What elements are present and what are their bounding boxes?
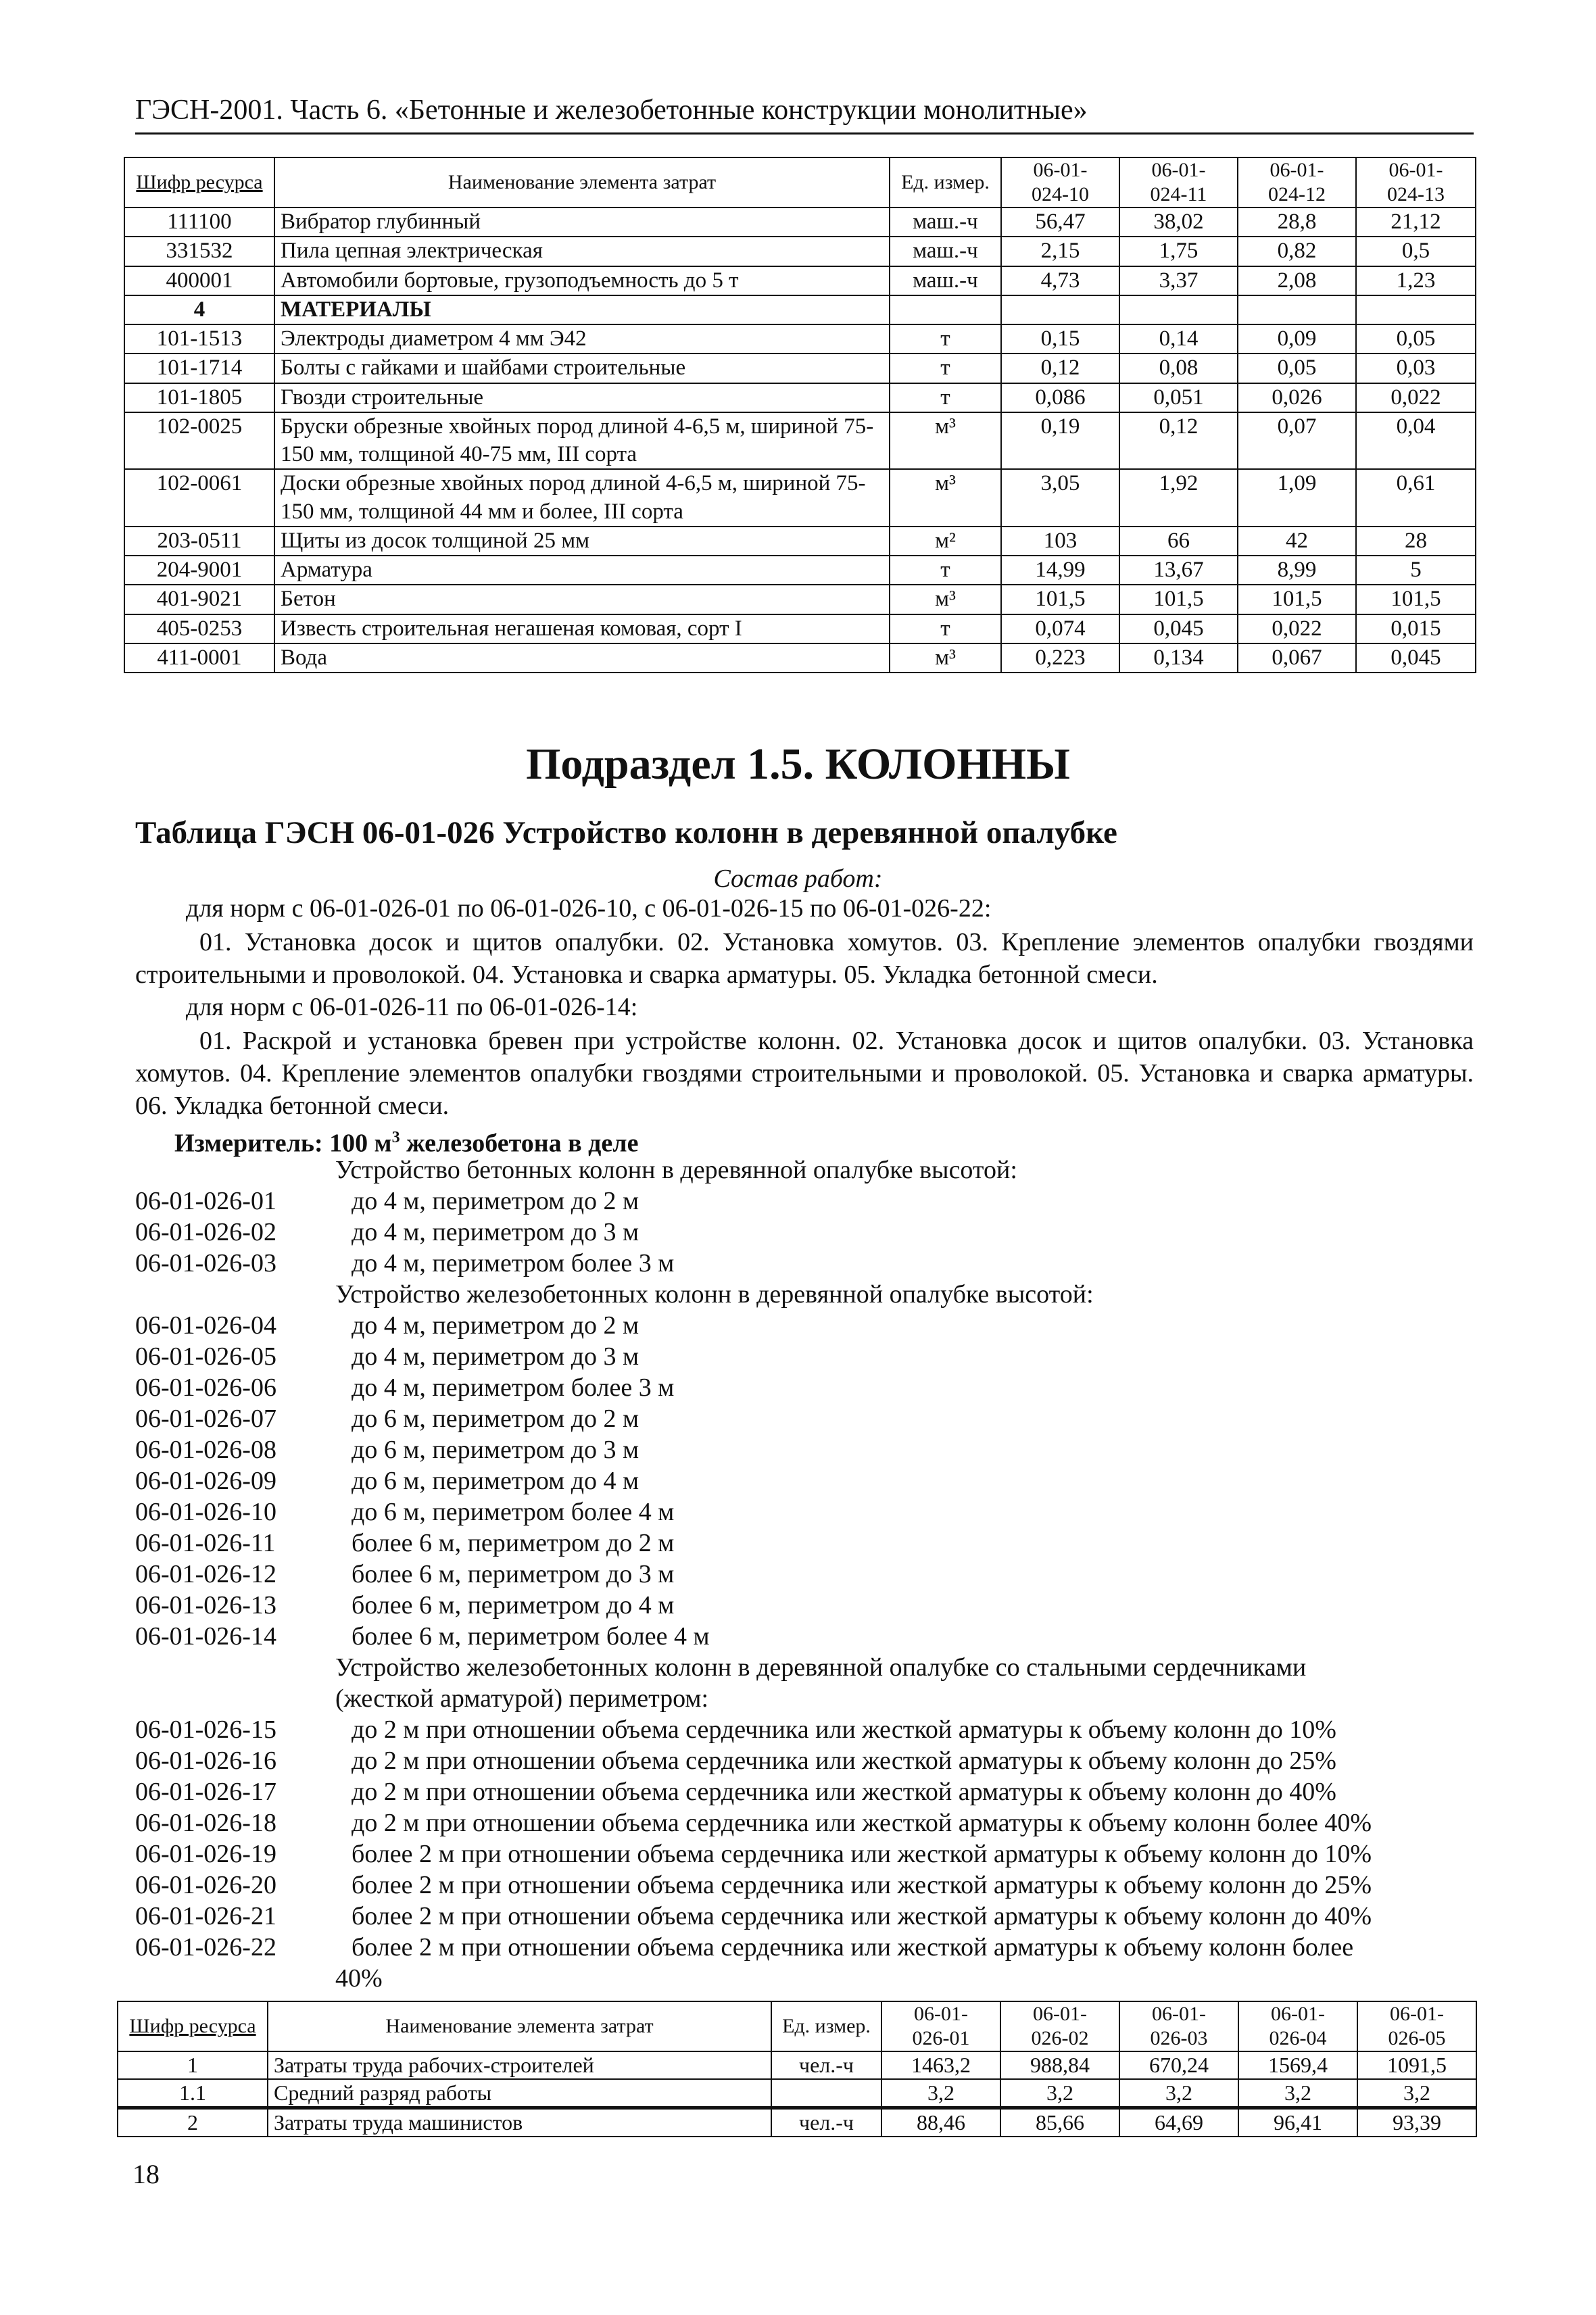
norm-value: 670,24 xyxy=(1119,2051,1238,2079)
unit: чел.-ч xyxy=(771,2108,881,2137)
norm-item xyxy=(135,1310,1474,1341)
norm-value: 0,134 xyxy=(1119,643,1238,673)
norm-value: 0,09 xyxy=(1238,324,1356,354)
norm-value: 3,2 xyxy=(1357,2079,1476,2108)
norm-item xyxy=(135,1776,1474,1807)
norm-value xyxy=(1238,295,1356,324)
table-row xyxy=(124,354,1476,383)
norm-value: 56,47 xyxy=(1001,208,1119,237)
norm-item xyxy=(135,1838,1474,1870)
header-resource-code: Шифр ресурса xyxy=(124,157,274,208)
norm-group-heading: Устройство бетонных колонн в деревянной опалубке высотой: xyxy=(335,1156,1017,1184)
unit: маш.-ч xyxy=(890,208,1001,237)
norm-value: 0,05 xyxy=(1238,354,1356,383)
header-element-name: Наименование элемента затрат xyxy=(268,2001,771,2051)
norm-description: до 4 м, периметром более 3 м xyxy=(352,1249,675,1277)
element-name: Доски обрезные хвойных пород длиной 4-6,5 м, шириной 75-150 мм, толщиной 44 мм и более, III сорта xyxy=(274,469,890,527)
norm-value: 2,08 xyxy=(1238,266,1356,295)
element-name: Вода xyxy=(274,643,890,673)
norm-value: 3,2 xyxy=(1000,2079,1119,2108)
norm-value xyxy=(1356,295,1476,324)
resource-code: 101-1513 xyxy=(124,324,274,354)
resource-code: 102-0025 xyxy=(124,412,274,470)
header-norm-code: 06-01- 024-10 xyxy=(1001,157,1119,208)
norm-item xyxy=(135,1403,1474,1434)
table-title: Таблица ГЭСН 06-01-026 Устройство колонн в деревянной опалубке xyxy=(135,815,1117,850)
unit: м³ xyxy=(890,585,1001,614)
unit: т xyxy=(890,354,1001,383)
element-name: Автомобили бортовые, грузоподъемность до 5 т xyxy=(274,266,890,295)
norm-code: 06-01-026-10 xyxy=(135,1498,276,1526)
norm-code: 06-01-026-12 xyxy=(135,1560,276,1588)
table-row xyxy=(124,295,1476,324)
norm-item xyxy=(135,1217,1474,1248)
resource-code: 1 xyxy=(118,2051,268,2079)
norm-item xyxy=(135,1559,1474,1590)
table-row xyxy=(118,2079,1476,2108)
norm-value: 0,022 xyxy=(1238,614,1356,643)
table-row xyxy=(124,469,1476,527)
norm-value xyxy=(1001,295,1119,324)
unit: м³ xyxy=(890,412,1001,470)
table-row xyxy=(118,2108,1476,2137)
norm-code: 06-01-026-17 xyxy=(135,1778,276,1806)
norm-code: 06-01-026-15 xyxy=(135,1715,276,1744)
norm-value: 0,14 xyxy=(1119,324,1238,354)
table-row xyxy=(118,2051,1476,2079)
norm-description: до 4 м, периметром до 2 м xyxy=(352,1311,639,1340)
table-row xyxy=(124,527,1476,556)
resource-code: 331532 xyxy=(124,237,274,266)
norm-value: 28 xyxy=(1356,527,1476,556)
norm-group-heading: Устройство железобетонных колонн в деревянной опалубке со стальными сердечниками xyxy=(335,1653,1307,1682)
norm-value: 3,05 xyxy=(1001,469,1119,527)
norm-value: 988,84 xyxy=(1000,2051,1119,2079)
resource-code: 401-9021 xyxy=(124,585,274,614)
norm-description: до 4 м, периметром до 3 м xyxy=(352,1218,639,1246)
resource-code: 102-0061 xyxy=(124,469,274,527)
unit xyxy=(890,295,1001,324)
works-list: 01. Установка досок и щитов опалубки. 02. Установка хомутов. 03. Крепление элементов опалубки гвоздями строительными и проволокой. 04. Установка и сварка арматуры. 05. Укладка бетонной смеси. xyxy=(135,928,1474,989)
norm-value: 4,73 xyxy=(1001,266,1119,295)
table-row xyxy=(124,208,1476,237)
norm-value: 101,5 xyxy=(1238,585,1356,614)
element-name: Средний разряд работы xyxy=(268,2079,771,2108)
norm-value: 1,23 xyxy=(1356,266,1476,295)
norm-code: 06-01-026-09 xyxy=(135,1467,276,1495)
resource-code: 101-1714 xyxy=(124,354,274,383)
header-norm-code: 06-01- 024-12 xyxy=(1238,157,1356,208)
unit: т xyxy=(890,324,1001,354)
norm-value: 8,99 xyxy=(1238,556,1356,585)
unit: чел.-ч xyxy=(771,2051,881,2079)
norm-value: 0,022 xyxy=(1356,383,1476,412)
norm-code: 06-01-026-16 xyxy=(135,1747,276,1775)
norm-value: 1091,5 xyxy=(1357,2051,1476,2079)
resources-table-026 xyxy=(117,2001,1477,2137)
norm-item xyxy=(135,1496,1474,1528)
norm-item xyxy=(135,1745,1474,1776)
element-name: Гвозди строительные xyxy=(274,383,890,412)
header-norm-code: 06-01- 026-01 xyxy=(881,2001,1000,2051)
norm-item xyxy=(135,1434,1474,1465)
table-row xyxy=(124,556,1476,585)
norm-value xyxy=(1119,295,1238,324)
norm-description: до 2 м при отношении объема сердечника или жесткой арматуры к объему колонн до 40% xyxy=(352,1778,1336,1806)
norm-value: 1,92 xyxy=(1119,469,1238,527)
norm-value: 0,08 xyxy=(1119,354,1238,383)
norm-value: 1,75 xyxy=(1119,237,1238,266)
norm-description: до 4 м, периметром до 3 м xyxy=(352,1342,639,1371)
norm-value: 0,045 xyxy=(1356,643,1476,673)
norm-code: 06-01-026-22 xyxy=(135,1933,276,1961)
norm-value: 0,19 xyxy=(1001,412,1119,470)
header-norm-code: 06-01- 024-13 xyxy=(1356,157,1476,208)
table-row xyxy=(124,412,1476,470)
norm-value: 101,5 xyxy=(1119,585,1238,614)
norm-description: до 2 м при отношении объема сердечника или жесткой арматуры к объему колонн более 40% xyxy=(352,1809,1372,1837)
norm-description: до 6 м, периметром до 4 м xyxy=(352,1467,639,1495)
unit: м³ xyxy=(890,643,1001,673)
norm-value: 3,37 xyxy=(1119,266,1238,295)
resource-code: 101-1805 xyxy=(124,383,274,412)
resources-table-024 xyxy=(124,157,1476,673)
resource-code: 203-0511 xyxy=(124,527,274,556)
norm-value: 103 xyxy=(1001,527,1119,556)
header-norm-code: 06-01- 026-03 xyxy=(1119,2001,1238,2051)
norm-value: 0,05 xyxy=(1356,324,1476,354)
norm-item xyxy=(135,1932,1474,1963)
resource-code: 111100 xyxy=(124,208,274,237)
norm-code: 06-01-026-13 xyxy=(135,1591,276,1619)
resource-code: 4 xyxy=(124,295,274,324)
norm-description: более 6 м, периметром до 3 м xyxy=(352,1560,675,1588)
unit: м³ xyxy=(890,469,1001,527)
norm-description: до 2 м при отношении объема сердечника или жесткой арматуры к объему колонн до 10% xyxy=(352,1715,1336,1744)
norm-code: 06-01-026-03 xyxy=(135,1249,276,1277)
element-name: Электроды диаметром 4 мм Э42 xyxy=(274,324,890,354)
norm-code: 06-01-026-21 xyxy=(135,1902,276,1930)
norm-description: более 6 м, периметром более 4 м xyxy=(352,1622,710,1651)
norm-value: 0,067 xyxy=(1238,643,1356,673)
norm-value: 3,2 xyxy=(1119,2079,1238,2108)
norm-item xyxy=(135,1248,1474,1279)
norm-description: более 2 м при отношении объема сердечника или жесткой арматуры к объему колонн до 40% xyxy=(352,1902,1372,1930)
norm-item xyxy=(135,1590,1474,1621)
norm-value: 0,026 xyxy=(1238,383,1356,412)
norm-value: 3,2 xyxy=(1238,2079,1357,2108)
norm-value: 0,045 xyxy=(1119,614,1238,643)
unit: маш.-ч xyxy=(890,266,1001,295)
norm-code: 06-01-026-07 xyxy=(135,1405,276,1433)
resource-code: 204-9001 xyxy=(124,556,274,585)
norm-code: 06-01-026-04 xyxy=(135,1311,276,1340)
norm-value: 1,09 xyxy=(1238,469,1356,527)
norm-code: 06-01-026-02 xyxy=(135,1218,276,1246)
element-name: Затраты труда рабочих-строителей xyxy=(268,2051,771,2079)
norm-code: 06-01-026-11 xyxy=(135,1529,276,1557)
table-row xyxy=(124,585,1476,614)
norm-description: до 4 м, периметром более 3 м xyxy=(352,1373,675,1402)
unit: т xyxy=(890,614,1001,643)
norm-value: 0,82 xyxy=(1238,237,1356,266)
norm-code: 06-01-026-06 xyxy=(135,1373,276,1402)
norm-list xyxy=(135,1154,1474,1994)
unit xyxy=(771,2079,881,2108)
norm-value: 64,69 xyxy=(1119,2108,1238,2137)
norm-value: 0,07 xyxy=(1238,412,1356,470)
norm-value: 0,015 xyxy=(1356,614,1476,643)
header-element-name: Наименование элемента затрат xyxy=(274,157,890,208)
norm-value: 0,15 xyxy=(1001,324,1119,354)
norm-value: 85,66 xyxy=(1000,2108,1119,2137)
norm-value: 101,5 xyxy=(1356,585,1476,614)
norm-value: 0,074 xyxy=(1001,614,1119,643)
norm-description: до 4 м, периметром до 2 м xyxy=(352,1187,639,1215)
norm-code: 06-01-026-19 xyxy=(135,1840,276,1868)
element-name: Щиты из досок толщиной 25 мм xyxy=(274,527,890,556)
works-list: 01. Раскрой и установка бревен при устройстве колонн. 02. Установка досок и щитов опалубки. 03. Установка хомутов. 04. Крепление элементов опалубки гвоздями строительными и проволокой. 05. Установка и сварка арматуры. 06. Укладка бетонной смеси. xyxy=(135,1027,1474,1120)
norm-code: 06-01-026-01 xyxy=(135,1187,276,1215)
header-unit: Ед. измер. xyxy=(890,157,1001,208)
resource-code: 400001 xyxy=(124,266,274,295)
norm-description: более 6 м, периметром до 2 м xyxy=(352,1529,675,1557)
norm-value: 38,02 xyxy=(1119,208,1238,237)
unit: маш.-ч xyxy=(890,237,1001,266)
norm-description: более 2 м при отношении объема сердечника или жесткой арматуры к объему колонн более xyxy=(352,1933,1354,1961)
norm-item xyxy=(135,1901,1474,1932)
element-name: Бруски обрезные хвойных пород длиной 4-6,5 м, шириной 75-150 мм, толщиной 40-75 мм, III сорта xyxy=(274,412,890,470)
norm-group-heading: Устройство железобетонных колонн в деревянной опалубке высотой: xyxy=(335,1280,1094,1309)
norm-value: 1463,2 xyxy=(881,2051,1000,2079)
norm-value: 101,5 xyxy=(1001,585,1119,614)
norm-value: 3,2 xyxy=(881,2079,1000,2108)
table-row xyxy=(124,266,1476,295)
norm-description: более 2 м при отношении объема сердечника или жесткой арматуры к объему колонн до 10% xyxy=(352,1840,1372,1868)
page-number: 18 xyxy=(132,2159,160,2189)
element-name: МАТЕРИАЛЫ xyxy=(274,295,890,324)
norm-item xyxy=(135,1807,1474,1838)
norm-code: 06-01-026-05 xyxy=(135,1342,276,1371)
norm-description-tail: 40% xyxy=(335,1964,383,1993)
norm-item xyxy=(135,1870,1474,1901)
header-norm-code: 06-01- 026-02 xyxy=(1000,2001,1119,2051)
norm-value: 0,223 xyxy=(1001,643,1119,673)
element-name: Болты с гайками и шайбами строительные xyxy=(274,354,890,383)
measurement-unit: Измеритель: 100 $м^3$ железобетона в деле xyxy=(174,1129,639,1158)
element-name: Вибратор глубинный xyxy=(274,208,890,237)
norm-value: 2,15 xyxy=(1001,237,1119,266)
norm-item xyxy=(135,1341,1474,1372)
norm-value: 5 xyxy=(1356,556,1476,585)
unit: т xyxy=(890,383,1001,412)
norm-code: 06-01-026-08 xyxy=(135,1436,276,1464)
table-row xyxy=(124,643,1476,673)
norm-group-heading: (жесткой арматурой) периметром: xyxy=(335,1684,709,1713)
norm-value: 66 xyxy=(1119,527,1238,556)
resource-code: 2 xyxy=(118,2108,268,2137)
norm-value: 0,5 xyxy=(1356,237,1476,266)
header-norm-code: 06-01- 026-05 xyxy=(1357,2001,1476,2051)
norm-value: 0,12 xyxy=(1119,412,1238,470)
unit: м² xyxy=(890,527,1001,556)
table-row xyxy=(124,383,1476,412)
norm-value: 0,04 xyxy=(1356,412,1476,470)
norm-value: 0,086 xyxy=(1001,383,1119,412)
norm-item xyxy=(135,1621,1474,1652)
norm-description: более 6 м, периметром до 4 м xyxy=(352,1591,675,1619)
norm-value: 0,12 xyxy=(1001,354,1119,383)
norm-value: 93,39 xyxy=(1357,2108,1476,2137)
header-norm-code: 06-01- 024-11 xyxy=(1119,157,1238,208)
table-row xyxy=(124,237,1476,266)
norm-range-label: для норм с 06-01-026-01 по 06-01-026-10, с 06-01-026-15 по 06-01-026-22: xyxy=(186,894,992,923)
resource-code: 411-0001 xyxy=(124,643,274,673)
element-name: Бетон xyxy=(274,585,890,614)
norm-description: до 6 м, периметром до 3 м xyxy=(352,1436,639,1464)
norm-value: 88,46 xyxy=(881,2108,1000,2137)
resource-code: 405-0253 xyxy=(124,614,274,643)
norm-value: 0,03 xyxy=(1356,354,1476,383)
norm-value: 42 xyxy=(1238,527,1356,556)
norm-description: до 6 м, периметром до 2 м xyxy=(352,1405,639,1433)
norm-value: 0,051 xyxy=(1119,383,1238,412)
norm-item xyxy=(135,1372,1474,1403)
element-name: Известь строительная негашеная комовая, сорт I xyxy=(274,614,890,643)
header-unit: Ед. измер. xyxy=(771,2001,881,2051)
header-resource-code: Шифр ресурса xyxy=(118,2001,268,2051)
norm-code: 06-01-026-20 xyxy=(135,1871,276,1899)
norm-description: до 6 м, периметром более 4 м xyxy=(352,1498,675,1526)
norm-item xyxy=(135,1465,1474,1496)
table-row xyxy=(124,324,1476,354)
subsection-title: Подраздел 1.5. КОЛОННЫ xyxy=(526,739,1070,789)
running-title: ГЭСН-2001. Часть 6. «Бетонные и железобетонные конструкции монолитные» xyxy=(135,95,1474,135)
element-name: Затраты труда машинистов xyxy=(268,2108,771,2137)
norm-value: 28,8 xyxy=(1238,208,1356,237)
unit: т xyxy=(890,556,1001,585)
norm-code: 06-01-026-14 xyxy=(135,1622,276,1651)
element-name: Пила цепная электрическая xyxy=(274,237,890,266)
norm-item xyxy=(135,1714,1474,1745)
composition-label: Состав работ: xyxy=(713,864,883,893)
table-row xyxy=(124,614,1476,643)
norm-item xyxy=(135,1528,1474,1559)
norm-value: 1569,4 xyxy=(1238,2051,1357,2079)
norm-value: 13,67 xyxy=(1119,556,1238,585)
norm-description: до 2 м при отношении объема сердечника или жесткой арматуры к объему колонн до 25% xyxy=(352,1747,1336,1775)
norm-code: 06-01-026-18 xyxy=(135,1809,276,1837)
norm-range-label: для норм с 06-01-026-11 по 06-01-026-14: xyxy=(186,993,638,1021)
norm-value: 96,41 xyxy=(1238,2108,1357,2137)
resource-code: 1.1 xyxy=(118,2079,268,2108)
norm-value: 21,12 xyxy=(1356,208,1476,237)
element-name: Арматура xyxy=(274,556,890,585)
norm-description: более 2 м при отношении объема сердечника или жесткой арматуры к объему колонн до 25% xyxy=(352,1871,1372,1899)
norm-value: 14,99 xyxy=(1001,556,1119,585)
header-norm-code: 06-01- 026-04 xyxy=(1238,2001,1357,2051)
norm-value: 0,61 xyxy=(1356,469,1476,527)
norm-item xyxy=(135,1186,1474,1217)
